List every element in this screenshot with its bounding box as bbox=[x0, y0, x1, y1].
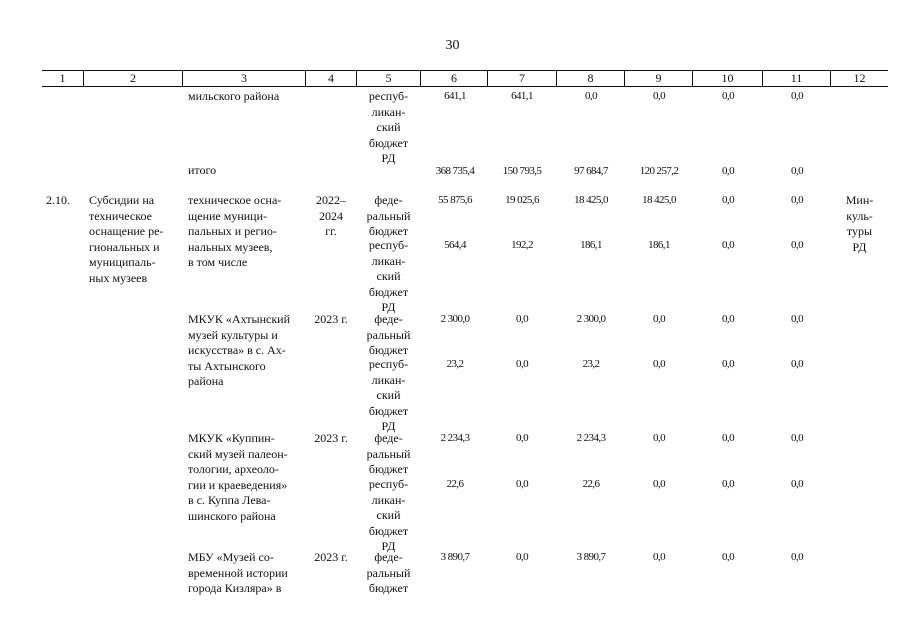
value-cell: 0,0 bbox=[722, 90, 734, 102]
value-cell: 18 425,0 bbox=[574, 194, 608, 206]
value-cell: 0,0 bbox=[653, 90, 665, 102]
column-header: 9 bbox=[655, 71, 662, 85]
period: 2023 г. bbox=[314, 550, 348, 564]
value-cell: 2 234,3 bbox=[576, 432, 606, 444]
value-cell: 0,0 bbox=[653, 432, 665, 444]
value-cell: 0,0 bbox=[791, 90, 803, 102]
value-cell: 0,0 bbox=[791, 478, 803, 490]
period: 2023 г. bbox=[314, 312, 348, 326]
value-cell: 0,0 bbox=[722, 194, 734, 206]
page-number: 30 bbox=[445, 38, 460, 53]
responsible: Мин- куль- туры РД bbox=[845, 193, 874, 254]
column-header: 3 bbox=[241, 71, 247, 85]
project-name: техническое осна- щение муници- пальных и регио- нальных музеев, в том числе bbox=[188, 193, 282, 269]
value-cell: 0,0 bbox=[722, 478, 734, 490]
value-cell: 0,0 bbox=[653, 551, 665, 563]
column-header: 6 bbox=[451, 71, 457, 85]
funding-source: феде- ральный бюджет bbox=[366, 550, 411, 595]
value-cell: 97 684,7 bbox=[574, 165, 608, 177]
item-number: 2.10. bbox=[46, 193, 70, 207]
value-cell: 23,2 bbox=[446, 358, 464, 370]
value-cell: 368 735,4 bbox=[435, 165, 475, 177]
value-cell: 23,2 bbox=[582, 358, 600, 370]
column-header: 10 bbox=[721, 71, 734, 85]
value-cell: 0,0 bbox=[791, 165, 803, 177]
funding-source: респуб- ликан- ский бюджет РД bbox=[368, 89, 409, 165]
value-cell: 18 425,0 bbox=[642, 194, 676, 206]
value-cell: 186,1 bbox=[648, 239, 670, 251]
value-cell: 0,0 bbox=[722, 358, 734, 370]
value-cell: 0,0 bbox=[516, 358, 528, 370]
value-cell: 150 793,5 bbox=[502, 165, 542, 177]
column-header: 2 bbox=[130, 71, 136, 85]
column-header: 12 bbox=[853, 71, 866, 85]
period: 2023 г. bbox=[314, 431, 348, 445]
value-cell: 22,6 bbox=[446, 478, 464, 490]
value-cell: 0,0 bbox=[791, 313, 803, 325]
value-cell: 641,1 bbox=[444, 90, 466, 102]
value-cell: 564,4 bbox=[444, 239, 466, 251]
total-label: итого bbox=[188, 163, 217, 177]
value-cell: 192,2 bbox=[511, 239, 533, 251]
value-cell: 0,0 bbox=[516, 551, 528, 563]
project-name: МБУ «Музей со- временной истории города Кизляра» в bbox=[188, 550, 288, 595]
value-cell: 0,0 bbox=[653, 313, 665, 325]
funding-source: респуб- ликан- ский бюджет РД bbox=[368, 477, 409, 553]
period: 2022– 2024 гг. bbox=[316, 193, 346, 238]
column-header: 1 bbox=[59, 71, 66, 85]
value-cell: 0,0 bbox=[653, 358, 665, 370]
column-header: 8 bbox=[587, 71, 594, 85]
column-header: 5 bbox=[385, 71, 392, 85]
value-cell: 2 234,3 bbox=[440, 432, 470, 444]
value-cell: 22,6 bbox=[582, 478, 600, 490]
value-cell: 2 300,0 bbox=[440, 313, 470, 325]
value-cell: 0,0 bbox=[791, 239, 803, 251]
project-name: МКУК «Ахтынский музей культуры и искусства» в с. Ах- ты Ахтынского района bbox=[188, 312, 291, 388]
value-cell: 0,0 bbox=[791, 551, 803, 563]
item-title: Субсидии на техническое оснащение ре- гиональных и муниципаль- ных музеев bbox=[89, 193, 164, 285]
value-cell: 0,0 bbox=[516, 313, 528, 325]
value-cell: 0,0 bbox=[722, 165, 734, 177]
value-cell: 0,0 bbox=[722, 313, 734, 325]
value-cell: 55 875,6 bbox=[438, 194, 472, 206]
funding-source: феде- ральный бюджет bbox=[366, 431, 411, 476]
value-cell: 0,0 bbox=[585, 90, 597, 102]
value-cell: 0,0 bbox=[791, 358, 803, 370]
value-cell: 120 257,2 bbox=[639, 165, 679, 177]
value-cell: 0,0 bbox=[791, 194, 803, 206]
project-name: мильского района bbox=[188, 89, 280, 103]
value-cell: 0,0 bbox=[722, 551, 734, 563]
value-cell: 0,0 bbox=[516, 432, 528, 444]
value-cell: 19 025,6 bbox=[505, 194, 539, 206]
value-cell: 0,0 bbox=[791, 432, 803, 444]
value-cell: 0,0 bbox=[722, 239, 734, 251]
column-header: 11 bbox=[790, 71, 803, 85]
column-header: 7 bbox=[519, 71, 525, 85]
funding-source: феде- ральный бюджет bbox=[366, 312, 411, 357]
value-cell: 0,0 bbox=[722, 432, 734, 444]
funding-source: феде- ральный бюджет bbox=[366, 193, 411, 238]
value-cell: 0,0 bbox=[516, 478, 528, 490]
value-cell: 641,1 bbox=[511, 90, 533, 102]
value-cell: 2 300,0 bbox=[576, 313, 606, 325]
funding-source: респуб- ликан- ский бюджет РД bbox=[368, 357, 409, 433]
project-name: МКУК «Куппин- ский музей палеон- тологии, археоло- гии и краеведения» в с. Куппа Лева- шинского района bbox=[188, 431, 288, 523]
value-cell: 3 890,7 bbox=[576, 551, 606, 563]
value-cell: 3 890,7 bbox=[440, 551, 470, 563]
value-cell: 0,0 bbox=[653, 478, 665, 490]
column-header: 4 bbox=[328, 71, 334, 85]
value-cell: 186,1 bbox=[580, 239, 602, 251]
funding-source: респуб- ликан- ский бюджет РД bbox=[368, 238, 409, 314]
